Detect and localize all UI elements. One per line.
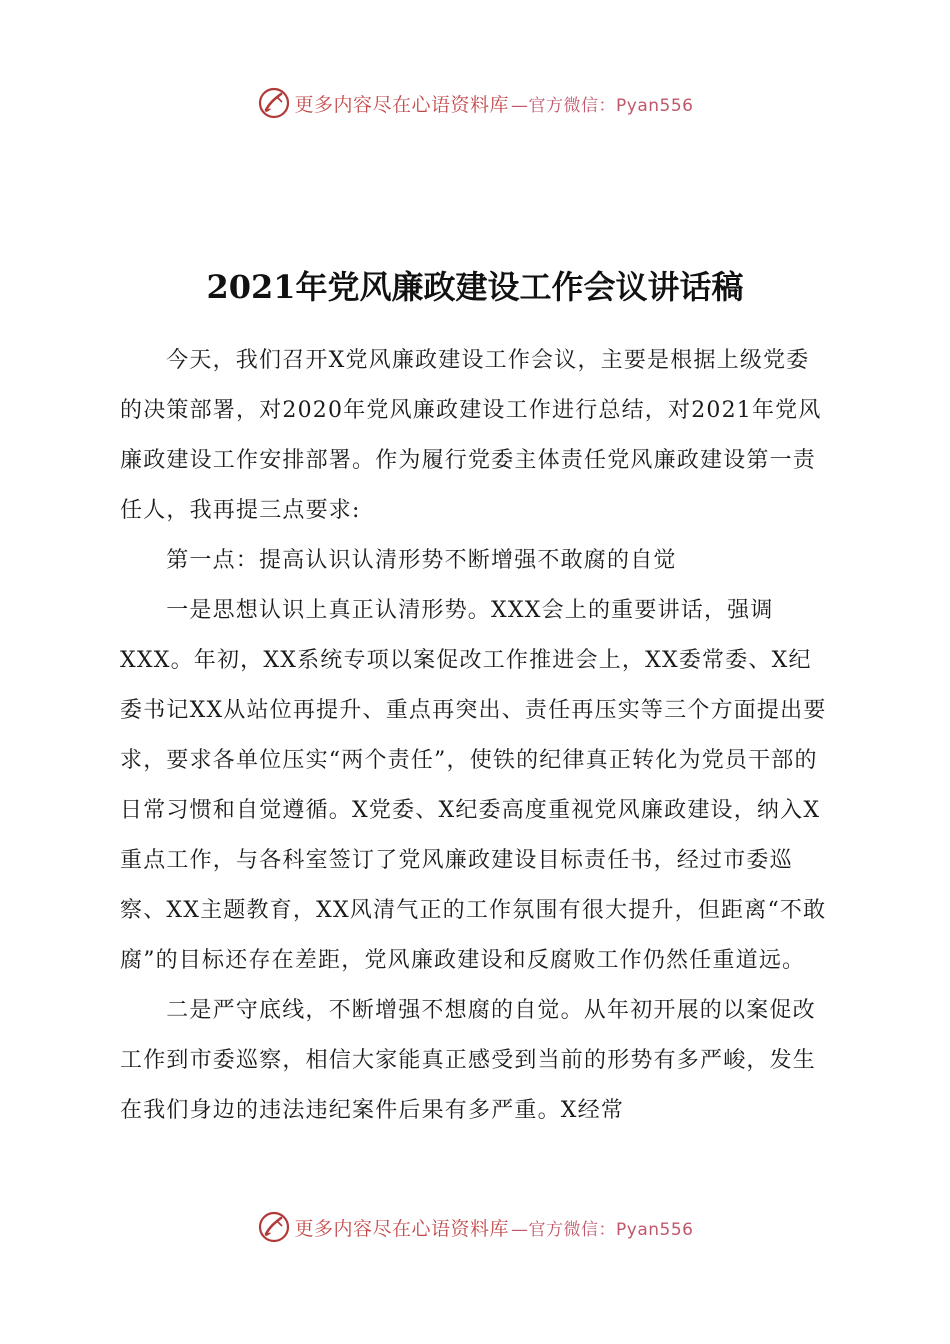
- document-title: 2021年党风廉政建设工作会议讲话稿: [206, 268, 744, 306]
- paragraph: 今天，我们召开X党风廉政建设工作会议，主要是根据上级党委的决策部署，对2020年党风廉政建设工作进行总结，对2021年党风廉政建设工作安排部署。作为履行党委主体责任党风廉政建设第一责任人，我再提三点要求:: [120, 348, 822, 523]
- paragraph: 第一点：提高认识认清形势不断增强不敢腐的自觉: [166, 548, 677, 573]
- footer-banner: [0, 1207, 950, 1247]
- banner-wechat: —官方微信：Pyan556: [511, 1219, 694, 1240]
- document-body: [120, 336, 832, 1136]
- banner-text: 更多内容尽在心语资料库: [294, 1217, 510, 1240]
- paragraph: 二是严守底线，不断增强不想腐的自觉。从年初开展的以案促改工作到市委巡察，相信大家能真正感受到当前的形势有多严峻，发生在我们身边的违法违纪案件后果有多严重。X经常: [120, 998, 817, 1123]
- brush-logo-icon: [257, 1210, 291, 1244]
- banner-text: 更多内容尽在心语资料库: [294, 93, 510, 116]
- paragraph: 一是思想认识上真正认清形势。XXX会上的重要讲话，强调XXX。年初，XX系统专项以案促改工作推进会上，XX委常委、X纪委书记XX从站位再提升、重点再突出、责任再压实等三个方面提出要求，要求各单位压实“两个责任”，使铁的纪律真正转化为党员干部的日常习惯和自觉遵循。X党委、X纪委高度重视党风廉政建设，纳入X重点工作，与各科室签订了党风廉政建设目标责任书，经过市委巡察、XX主题教育，XX风清气正的工作氛围有很大提升，但距离“不敢腐”的目标还存在差距，党风廉政建设和反腐败工作仍然任重道远。: [120, 598, 827, 973]
- header-banner: [0, 83, 950, 123]
- brush-logo-icon: [257, 86, 291, 120]
- banner-wechat: —官方微信：Pyan556: [511, 95, 694, 116]
